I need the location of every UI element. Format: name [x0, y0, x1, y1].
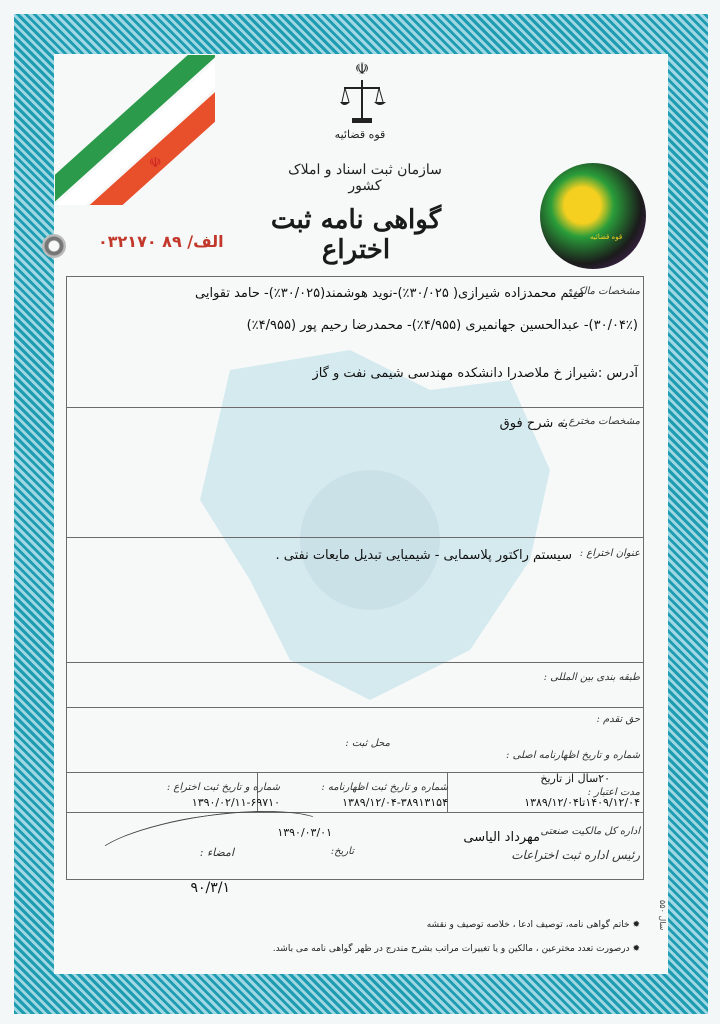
- binding-grommet: [42, 234, 66, 258]
- signatory-title-1: اداره کل مالکیت صنعتی: [540, 826, 640, 837]
- handwritten-date: ۹۰/۳/۱: [190, 880, 230, 896]
- signature-label: امضاء :: [199, 846, 234, 859]
- hologram-seal-icon: [540, 163, 646, 269]
- invention-title-value: سیستم راکتور پلاسمایی - شیمیایی تبدیل مایعات نفتی .: [275, 548, 572, 563]
- hologram-caption: قوه قضائیه: [590, 233, 623, 241]
- registration-label: شماره و تاریخ ثبت اختراع :: [166, 782, 280, 793]
- registration-place-label: محل ثبت :: [345, 738, 390, 749]
- note-1: ✹ خاتم گواهی نامه، توصیف ادعا ، خلاصه توصیف و نقشه: [426, 920, 640, 930]
- owner-address: آدرس :شیراز خ ملاصدرا دانشکده مهندسی شیمی نفت و گاز: [312, 366, 638, 381]
- justice-scales-icon: [336, 58, 388, 128]
- validity-value: ۱۴۰۹/۱۲/۰۴تا۱۳۸۹/۱۲/۰۴: [524, 796, 640, 809]
- date-label: تاریخ:: [330, 846, 354, 857]
- date-value: ۱۳۹۰/۰۳/۰۱: [277, 826, 332, 839]
- original-declaration-label: شماره و تاریخ اظهارنامه اصلی :: [506, 750, 640, 761]
- signatory-name: مهرداد الیاسی: [463, 830, 540, 845]
- svg-text:☫: ☫: [354, 59, 370, 78]
- registration-value: ۱۳۹۰/۰۲/۱۱-۶۹۷۱۰: [191, 796, 280, 809]
- note-2: ✹ درصورت تعدد مخترعین ، مالکین و یا تغییرات مراتب بشرح مندرج در ظهر گواهی نامه می باشد.: [272, 944, 640, 954]
- serial-number: [90, 232, 224, 251]
- organization-name: سازمان ثبت اسناد و املاک کشور: [288, 162, 442, 194]
- invention-title-label: عنوان اختراع :: [579, 548, 640, 559]
- owner-line-1: میثم محمدزاده شیرازی( ۳۰/۰۲۵٪)-نوید هوشمند(۳۰/۰۲۵٪)- حامد تقوایی: [195, 286, 584, 301]
- serial-digits: ۰۳۲۱۷۰: [98, 232, 157, 251]
- classification-label: طبقه بندی بین المللی :: [543, 672, 640, 683]
- iran-flag-icon: ☫: [55, 55, 215, 205]
- declaration-value: ۱۳۸۹/۱۲/۰۴-۳۸۹۱۳۱۵۴: [342, 796, 448, 809]
- validity-label: مدت اعتبار :: [587, 787, 640, 798]
- judiciary-label: قوه قضائیه: [334, 128, 386, 141]
- side-stamp: سال ۵۵۰: [658, 900, 667, 931]
- serial-series: الف/ ۸۹: [162, 232, 224, 251]
- owner-line-2: (۳۰/۰۴٪)- عبدالحسین جهانمیری (۴/۹۵۵٪)- محمدرضا رحیم پور (۴/۹۵۵٪): [246, 318, 638, 333]
- certificate-title: گواهی نامه ثبت اختراع: [270, 205, 442, 265]
- declaration-label: شماره و تاریخ ثبت اظهارنامه :: [321, 782, 448, 793]
- validity-duration: ۲۰سال از تاریخ: [540, 772, 610, 785]
- owner-label: مشخصات مالک :: [568, 286, 640, 297]
- inventor-label: مشخصات مخترع :: [562, 416, 640, 427]
- inventor-value: به شرح فوق: [499, 416, 568, 431]
- priority-label: حق تقدم :: [596, 714, 640, 725]
- signatory-title-2: رئیس اداره ثبت اختراعات: [511, 848, 640, 862]
